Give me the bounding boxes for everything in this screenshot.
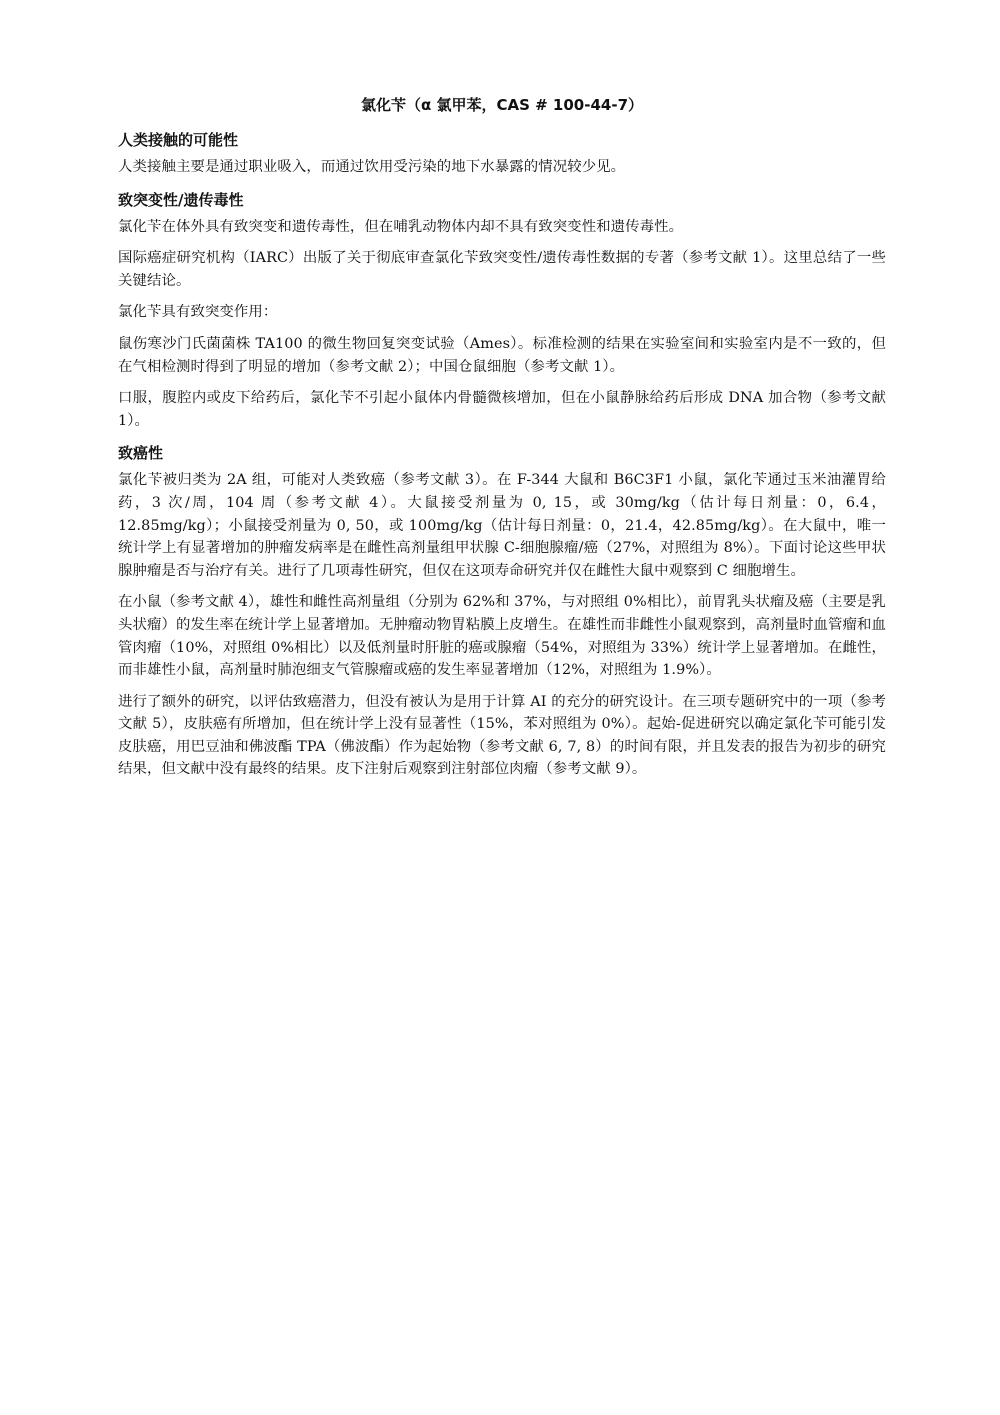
section-heading: 致癌性 [118, 444, 164, 463]
paragraph: 国际癌症研究机构（IARC）出版了关于彻底审查氯化苄致突变性/遗传毒性数据的专著（参考文献 1）。这里总结了一些关键结论。 [118, 250, 886, 289]
paragraph: 在小鼠（参考文献 4），雄性和雌性高剂量组（分别为 62%和 37%，与对照组 0%相比），前胃乳头状瘤及癌（主要是乳头状瘤）的发生率在统计学上显著增加。无肿瘤动物胃粘膜上皮增生。在雄性而非雌性小鼠观察到，高剂量时血管瘤和血管肉瘤（10%，对照组 0%相比）以及低剂量时肝脏的癌或腺瘤（54%，对照组为 33%）统计学上显著增加。在雌性，而非雄性小鼠，高剂量时肺泡细支气管腺瘤或癌的发生率显著增加（12%，对照组为 1.9%）。 [118, 594, 887, 679]
paragraph: 氯化苄在体外具有致突变和遗传毒性，但在哺乳动物体内却不具有致突变性和遗传毒性。 [118, 218, 684, 235]
paragraph: 氯化苄具有致突变作用： [118, 304, 278, 321]
paragraph: 进行了额外的研究，以评估致癌潜力，但没有被认为是用于计算 AI 的充分的研究设计。在三项专题研究中的一项（参考文献 5），皮肤癌有所增加，但在统计学上没有显著性（15%，苯对照组为 0%）。起始-促进研究以确定氯化苄可能引发皮肤癌，用巴豆油和佛波酯 TPA（佛波酯）作为起始物（参考文献 6, 7, 8）的时间有限，并且发表的报告为初步的研究结果，但文献中没有最终的结果。皮下注射后观察到注射部位肉瘤（参考文献 9）。 [118, 693, 886, 778]
section-heading: 致突变性/遗传毒性 [118, 190, 244, 209]
section-mutagenicity [118, 188, 886, 433]
section-human-exposure [118, 128, 886, 179]
paragraph: 氯化苄被归类为 2A 组，可能对人类致癌（参考文献 3）。在 F-344 大鼠和 B6C3F1 小鼠，氯化苄通过玉米油灌胃给药，3 次/周，104 周（参考文献 4）。大鼠接受剂量为 0, 15，或 30mg/kg（估计每日剂量：0，6.4，12.85mg/kg）；小鼠接受剂量为 0, 50，或 100mg/kg（估计每日剂量：0，21.4，42.85mg/kg）。在大鼠中，唯一统计学上有显著增加的肿瘤发病率是在雌性高剂量组甲状腺 C-细胞腺瘤/癌（27%，对照组为 8%）。下面讨论这些甲状腺肿瘤是否与治疗有关。进行了几项毒性研究，但仅在这项寿命研究并仅在雌性大鼠中观察到 C 细胞增生。 [118, 472, 886, 579]
paragraph: 鼠伤寒沙门氏菌菌株 TA100 的微生物回复突变试验（Ames）。标准检测的结果在实验室间和实验室内是不一致的，但在气相检测时得到了明显的增加（参考文献 2）；中国仓鼠细胞（参考文献 1）。 [118, 335, 886, 375]
paragraph: 口服，腹腔内或皮下给药后，氯化苄不引起小鼠体内骨髓微核增加，但在小鼠静脉给药后形成 DNA 加合物（参考文献 1）。 [118, 390, 886, 429]
document-title: 氯化苄（α 氯甲苯，CAS # 100-44-7） [360, 96, 644, 114]
document-page [118, 92, 886, 790]
section-heading: 人类接触的可能性 [118, 131, 239, 149]
paragraph: 人类接触主要是通过职业吸入，而通过饮用受污染的地下水暴露的情况较少见。 [118, 159, 626, 175]
section-carcinogenicity [118, 441, 886, 781]
